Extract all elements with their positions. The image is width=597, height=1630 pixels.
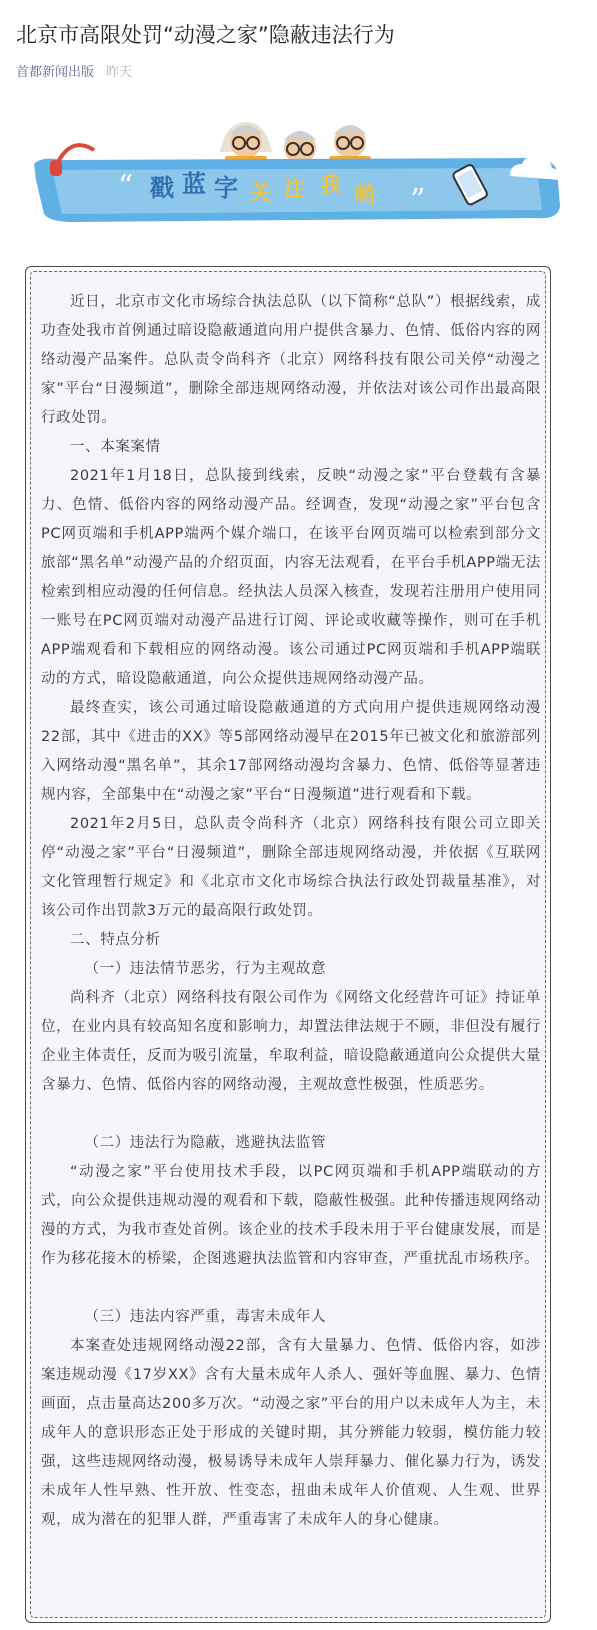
section-heading-analysis: 二、特点分析: [70, 932, 161, 948]
source-link[interactable]: 首都新闻出版: [16, 65, 95, 80]
banner-char: 蓝: [182, 170, 206, 198]
close-quote: ”: [410, 183, 426, 218]
paragraph-minors: 本案查处违规网络动漫22部，含有大量暴力、色情、低俗内容，如涉案违规动漫《17岁XX》含有大量未成年人杀人、强奸等血腥、暴力、色情画面，点击量高达200多万次。“动漫之家”平台的用户以未成年人为主，未成年人的意识形态正处于形成的关键时期，其分辨能力较弱，模仿能力较强，这些违规网络动漫，极易诱导未成年人崇拜暴力、催化暴力行为，诱发未成年人性早熟、性开放、性变态，扭曲未成年人价值观、人生观、世界观，成为潜在的犯罪人群，严重毒害了未成年人的身心健康。: [41, 1338, 541, 1528]
paragraph-findings: 最终查实，该公司通过暗设隐蔽通道的方式向用户提供违规网络动漫22部，其中《进击的XX》等5部网络动漫早在2015年已被文化和旅游部列入网络动漫“黑名单”，其余17部网络动漫均含暴力、色情、低俗等显著违规内容，全部集中在“动漫之家”平台“日漫频道”进行观看和下载。: [41, 700, 541, 803]
article-title: 北京市高限处罚“动漫之家”隐蔽违法行为: [16, 23, 395, 47]
publish-time: 昨天: [106, 65, 133, 80]
paragraph-intent: 尚科齐（北京）网络科技有限公司作为《网络文化经营许可证》持证单位，在业内具有较高知名度和影响力，却置法律法规于不顾，非但没有履行企业主体责任，反而为吸引流量，牟取利益，暗设隐蔽通道向公众提供大量含暴力、色情、低俗内容的网络动漫，主观故意性极强，性质恶劣。: [41, 990, 541, 1093]
banner-char: 关: [250, 181, 271, 205]
paragraph-concealment: “动漫之家”平台使用技术手段，以PC网页端和手机APP端联动的方式，向公众提供违规动漫的观看和下载，隐蔽性极强。此种传播违规网络动漫的方式，为我市查处首例。该企业的技术手段未用于平台健康发展，而是作为移花接木的桥梁，企图逃避执法监管和内容审查，严重扰乱市场秩序。: [41, 1164, 541, 1267]
banner-char: 我: [320, 173, 341, 197]
paragraph-penalty: 2021年2月5日，总队责令尚科齐（北京）网络科技有限公司立即关停“动漫之家”平台“日漫频道”，删除全部违规网络动漫，并依据《互联网文化管理暂行规定》和《北京市文化市场综合执法行政处罚裁量基准》，对该公司作出罚款3万元的最高限行政处罚。: [41, 816, 541, 919]
paragraph-case-details: 2021年1月18日，总队接到线索，反映“动漫之家”平台登载有含暴力、色情、低俗内容的网络动漫产品。经调查，发现“动漫之家”平台包含PC网页端和手机APP端两个媒介端口，在该平台网页端可以检索到部分文旅部“黑名单”动漫产品的介绍页面，内容无法观看，在平台手机APP端无法检索到相应动漫的任何信息。经执法人员深入核查，发现若注册用户使用同一账号在PC网页端对动漫产品进行订阅、评论或收藏等操作，则可在手机APP端观看和下载相应的网络动漫。该公司通过PC网页端和手机APP端联动的方式，暗设隐蔽通道，向公众提供违规网络动漫产品。: [41, 468, 541, 687]
article-body: [30, 271, 546, 1618]
paragraph-intro: 近日，北京市文化市场综合执法总队（以下简称“总队”）根据线索，成功查处我市首例通过暗设隐蔽通道向用户提供含暴力、色情、低俗内容的网络动漫产品案件。总队责令尚科齐（北京）网络科技有限公司关停“动漫之家”平台“日漫频道”，删除全部违规网络动漫，并依法对该公司作出最高限行政处罚。: [41, 294, 541, 426]
follow-banner: [32, 110, 567, 250]
banner-char: 戳: [150, 174, 174, 202]
open-quote: “: [118, 169, 134, 204]
subheading-concealment: （二）违法行为隐蔽，逃避执法监管: [84, 1135, 327, 1151]
article-card: [25, 266, 551, 1623]
subheading-minors: （三）违法内容严重，毒害未成年人: [84, 1309, 327, 1325]
banner-char: 哟: [354, 183, 375, 207]
subheading-intent: （一）违法情节恶劣，行为主观故意: [84, 961, 327, 977]
section-heading-case: 一、本案案情: [70, 439, 161, 455]
article-meta: [16, 64, 132, 82]
banner-char: 注: [284, 177, 305, 201]
banner-char: 字: [214, 174, 238, 202]
